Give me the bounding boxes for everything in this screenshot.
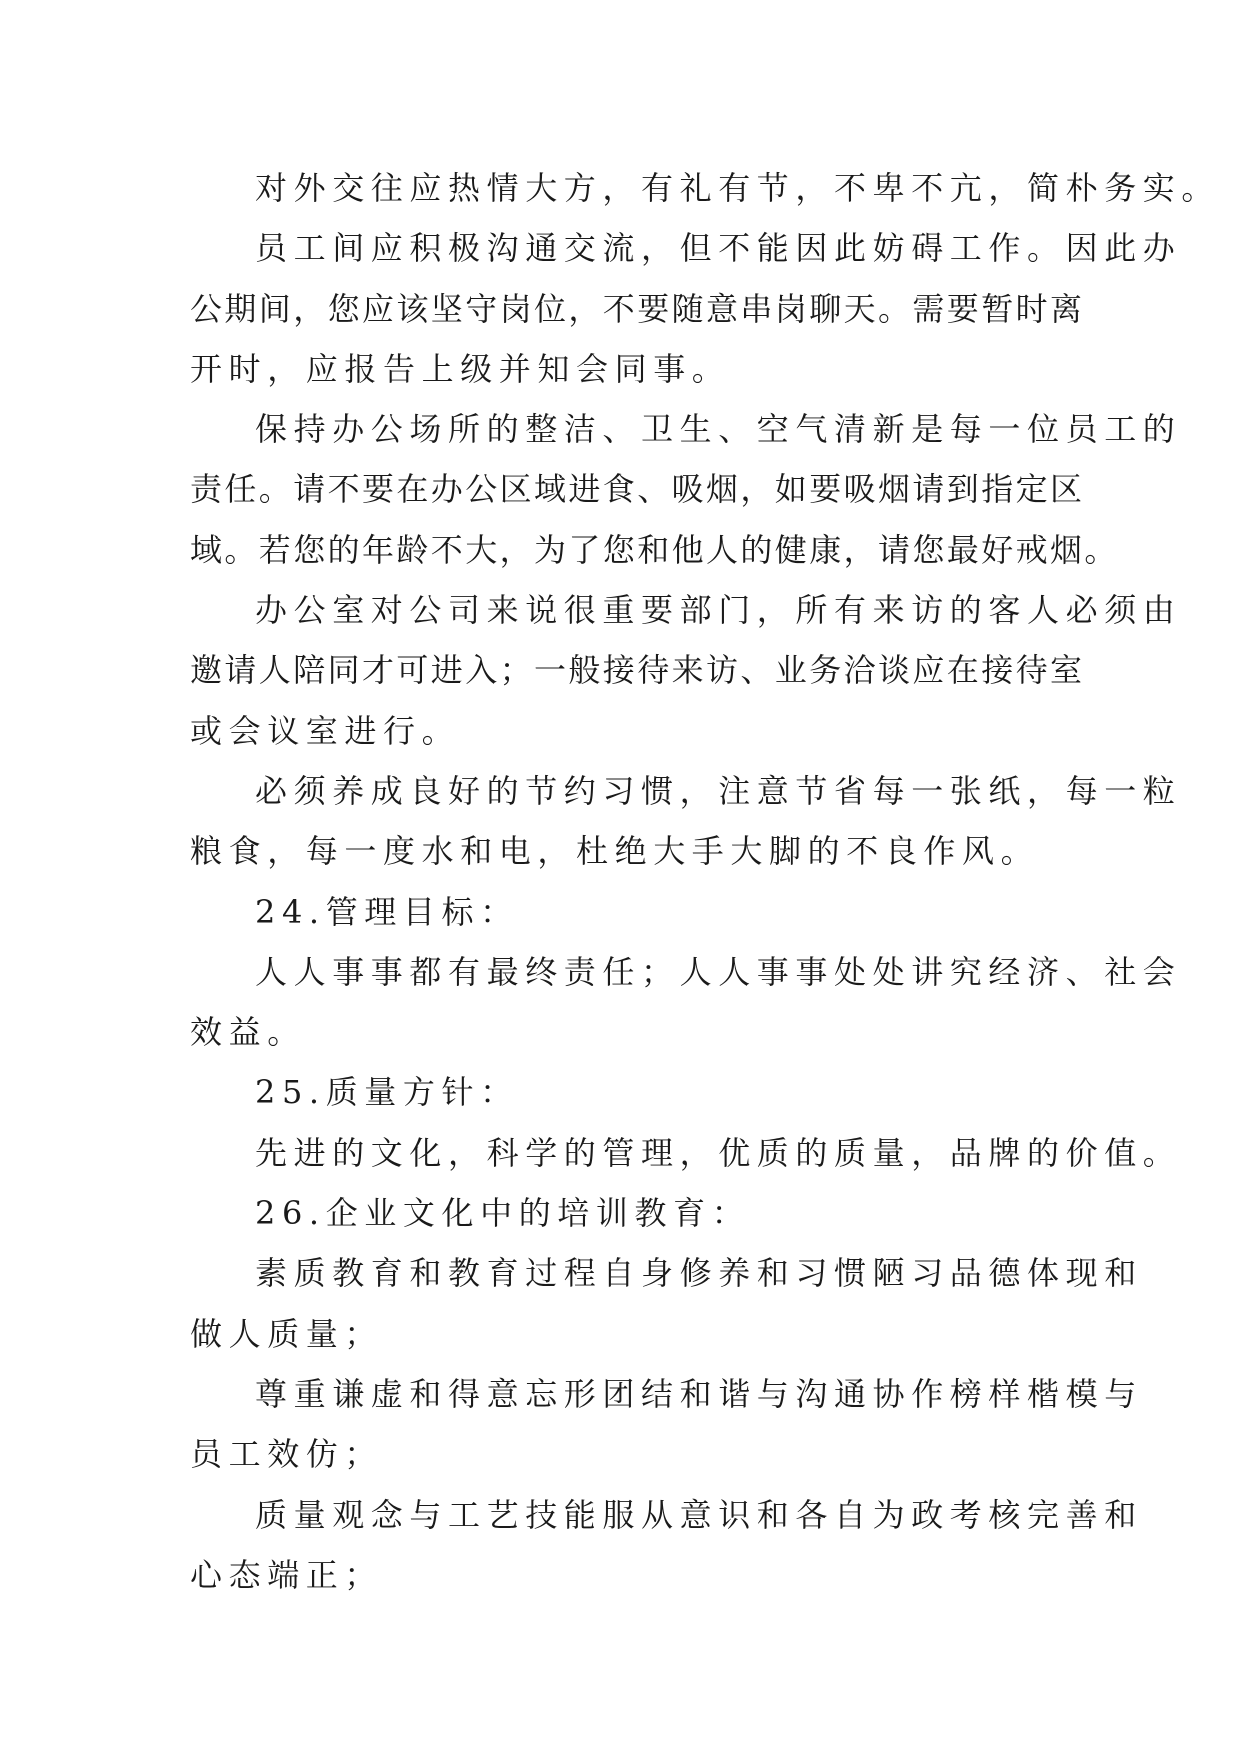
document-body (190, 158, 1221, 1605)
paragraph-line: 粮食，每一度水和电，杜绝大手大脚的不良作风。 (190, 832, 1040, 871)
paragraph-line: 域。若您的年龄不大，为了您和他人的健康，请您最好戒烟。 (190, 530, 1119, 569)
paragraph-line: 办公室对公司来说很重要部门，所有来访的客人必须由 (255, 591, 1182, 630)
paragraph-line: 员工效仿； (190, 1435, 384, 1474)
paragraph-line: 保持办公场所的整洁、卫生、空气清新是每一位员工的 (255, 410, 1182, 449)
paragraph-line: 质量观念与工艺技能服从意识和各自为政考核完善和 (255, 1495, 1143, 1534)
paragraph-line: 公期间，您应该坚守岗位，不要随意串岗聊天。需要暂时离 (190, 289, 1085, 328)
paragraph-line: 效益。 (190, 1013, 306, 1052)
paragraph-line: 人人事事都有最终责任；人人事事处处讲究经济、社会 (255, 952, 1182, 991)
paragraph-line: 必须养成良好的节约习惯，注意节省每一张纸，每一粒 (255, 771, 1182, 810)
paragraph-line: 做人质量； (190, 1314, 384, 1353)
paragraph-line: 先进的文化，科学的管理，优质的质量，品牌的价值。 (255, 1133, 1182, 1172)
section-heading: 24.管理目标： (255, 892, 519, 931)
section-heading: 25.质量方针： (255, 1073, 519, 1112)
paragraph-line: 责任。请不要在办公区域进食、吸烟，如要吸烟请到指定区 (190, 470, 1085, 509)
paragraph-line: 尊重谦虚和得意忘形团结和谐与沟通协作榜样楷模与 (255, 1374, 1143, 1413)
paragraph-line: 或会议室进行。 (190, 711, 461, 750)
paragraph-line: 心态端正； (190, 1555, 384, 1594)
paragraph-line: 邀请人陪同才可进入；一般接待来访、业务洽谈应在接待室 (190, 651, 1085, 690)
section-heading: 26.企业文化中的培训教育： (255, 1194, 751, 1233)
paragraph-line: 员工间应积极沟通交流，但不能因此妨碍工作。因此办 (255, 229, 1182, 268)
paragraph-line: 开时，应报告上级并知会同事。 (190, 349, 731, 388)
paragraph-line: 素质教育和教育过程自身修养和习惯陋习品德体现和 (255, 1254, 1143, 1293)
paragraph-line: 对外交往应热情大方，有礼有节，不卑不亢，简朴务实。 (255, 169, 1221, 207)
